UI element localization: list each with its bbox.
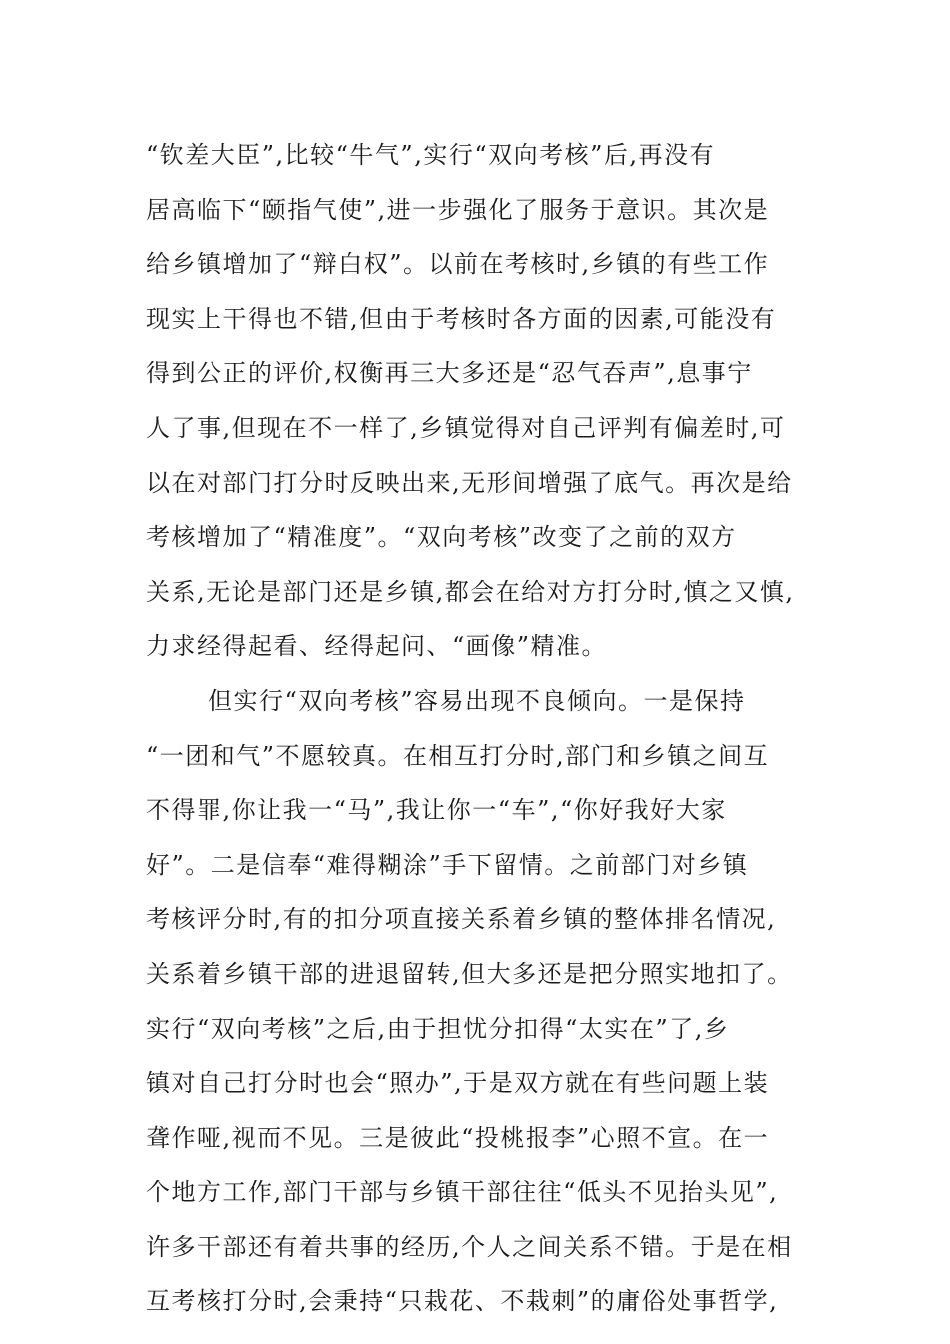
text-line: 好”。二是信奉“难得糊涂”手下留情。之前部门对乡镇 [146, 850, 749, 879]
text-line: 以在对部门打分时反映出来,无形间增强了底气。再次是给 [146, 468, 793, 497]
text-line: 给乡镇增加了“辩白权”。以前在考核时,乡镇的有些工作 [146, 250, 770, 279]
text-line: 关系着乡镇干部的进退留转,但大多还是把分照实地扣了。 [146, 959, 793, 988]
text-line: 考核评分时,有的扣分项直接关系着乡镇的整体排名情况, [146, 905, 777, 934]
text-line: 互考核打分时,会秉持“只栽花、不栽刺”的庸俗处事哲学, [146, 1287, 779, 1316]
text-line: 得到公正的评价,权衡再三大多还是“忍气吞声”,息事宁 [146, 359, 753, 388]
text-line: 居高临下“颐指气使”,进一步强化了服务于意识。其次是 [146, 195, 770, 224]
document-body [146, 128, 826, 1329]
text-line: 实行“双向考核”之后,由于担忧分扣得“太实在”了,乡 [146, 1014, 730, 1043]
text-line: 不得罪,你让我一“马”,我让你一“车”,“你好我好大家 [146, 796, 727, 825]
text-line: 人了事,但现在不一样了,乡镇觉得对自己评判有偏差时,可 [146, 413, 786, 442]
text-line: 镇对自己打分时也会“照办”,于是双方就在有些问题上装 [146, 1069, 770, 1098]
paragraph-first-line: 但实行“双向考核”容易出现不良倾向。一是保持 [208, 686, 746, 715]
text-line: “钦差大臣”,比较“牛气”,实行“双向考核”后,再没有 [146, 141, 716, 169]
text-line: 聋作哑,视而不见。三是彼此“投桃报李”心照不宣。在一 [146, 1123, 770, 1152]
text-line: “一团和气”不愿较真。在相互打分时,部门和乡镇之间互 [146, 741, 770, 770]
text-line: 现实上干得也不错,但由于考核时各方面的因素,可能没有 [146, 304, 777, 333]
text-line: 考核增加了“精准度”。“双向考核”改变了之前的双方 [146, 523, 737, 552]
text-line: 个地方工作,部门干部与乡镇干部往往“低头不见抬头见”, [146, 1178, 779, 1207]
text-line: 许多干部还有着共事的经历,个人之间关系不错。于是在相 [146, 1232, 793, 1261]
text-line: 关系,无论是部门还是乡镇,都会在给对方打分时,慎之又慎, [146, 577, 795, 606]
text-line: 力求经得起看、经得起问、“画像”精准。 [146, 632, 608, 661]
